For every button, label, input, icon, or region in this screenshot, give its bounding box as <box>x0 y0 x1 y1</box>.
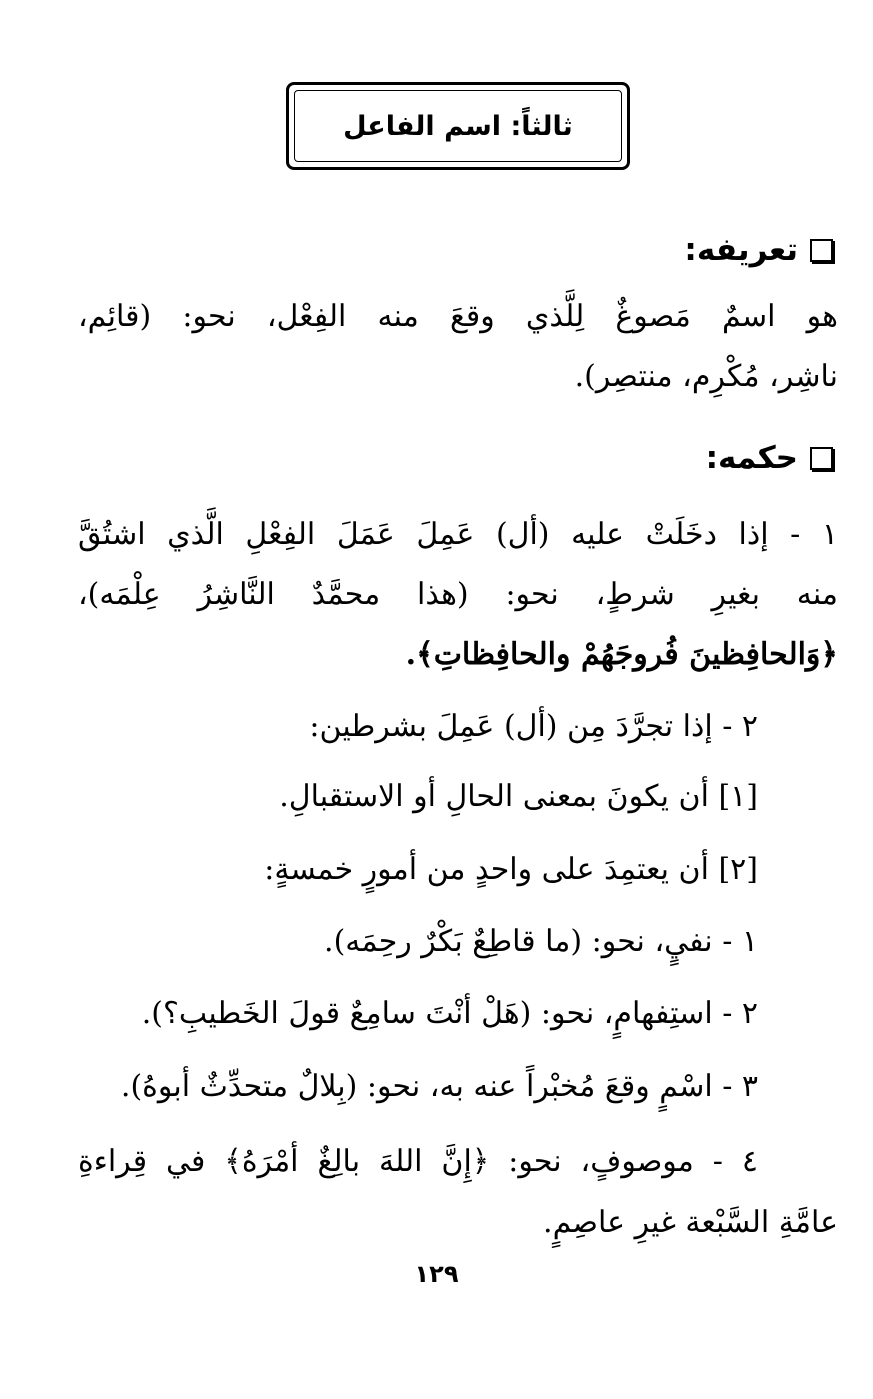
condition-1: [١] أن يكونَ بمعنى الحالِ أو الاستقبالِ. <box>279 779 758 814</box>
definition-heading <box>684 232 833 268</box>
condition-2: [٢] أن يعتمِدَ على واحدٍ من أمورٍ خمسةٍ: <box>264 852 758 887</box>
list-item-4-line-2: عامَّةِ السَّبْعة غيرِ عاصِمٍ. <box>543 1205 838 1240</box>
page-number: ١٢٩ <box>414 1260 459 1288</box>
ruling-heading <box>706 440 833 476</box>
ruling-p1-line-2: منه بغيرِ شرطٍ، نحو: (هذا محمَّدٌ النَّاشِرُ عِلْمَه)، <box>78 577 838 612</box>
definition-line-2: ناشِر، مُكْرِم، منتصِر). <box>574 359 838 394</box>
quran-quote-1: ﴿وَالحافِظينَ فُروجَهُمْ والحافِظاتِ﴾. <box>405 637 838 672</box>
definition-line-1: هو اسمٌ مَصوغٌ لِلَّذي وقعَ منه الفِعْل، نحو: (قائِم، <box>78 299 838 334</box>
list-item-2: ٢ - استِفهامٍ، نحو: (هَلْ أنْتَ سامِعٌ قولَ الخَطيبِ؟). <box>141 996 758 1031</box>
list-item-1: ١ - نفيٍ، نحو: (ما قاطِعٌ بَكْرٌ رحِمَه). <box>324 924 758 959</box>
chapter-title-frame <box>286 82 630 170</box>
ruling-heading-text: حكمه: <box>705 440 798 476</box>
checkbox-square-icon <box>810 239 833 262</box>
ruling-p2: ٢ - إذا تجرَّدَ مِن (أل) عَمِلَ بشرطين: <box>309 709 758 744</box>
list-item-3: ٣ - اسْمٍ وقعَ مُخبْراً عنه به، نحو: (بِلالٌ متحدِّثٌ أبوهُ). <box>120 1069 758 1104</box>
chapter-title: ثالثاً: اسم الفاعل <box>343 110 573 142</box>
list-item-4-line-1: ٤ - موصوفٍ، نحو: ﴿إِنَّ اللهَ بالِغٌ أمْرَهُ﴾ في قِراءةِ <box>78 1144 758 1179</box>
checkbox-square-icon <box>810 447 833 470</box>
definition-heading-text: تعريفه: <box>684 232 798 268</box>
ruling-p1-line-1: ١ - إذا دخَلَتْ عليه (أل) عَمِلَ عَمَلَ الفِعْلِ الَّذي اشتُقَّ <box>78 517 838 552</box>
